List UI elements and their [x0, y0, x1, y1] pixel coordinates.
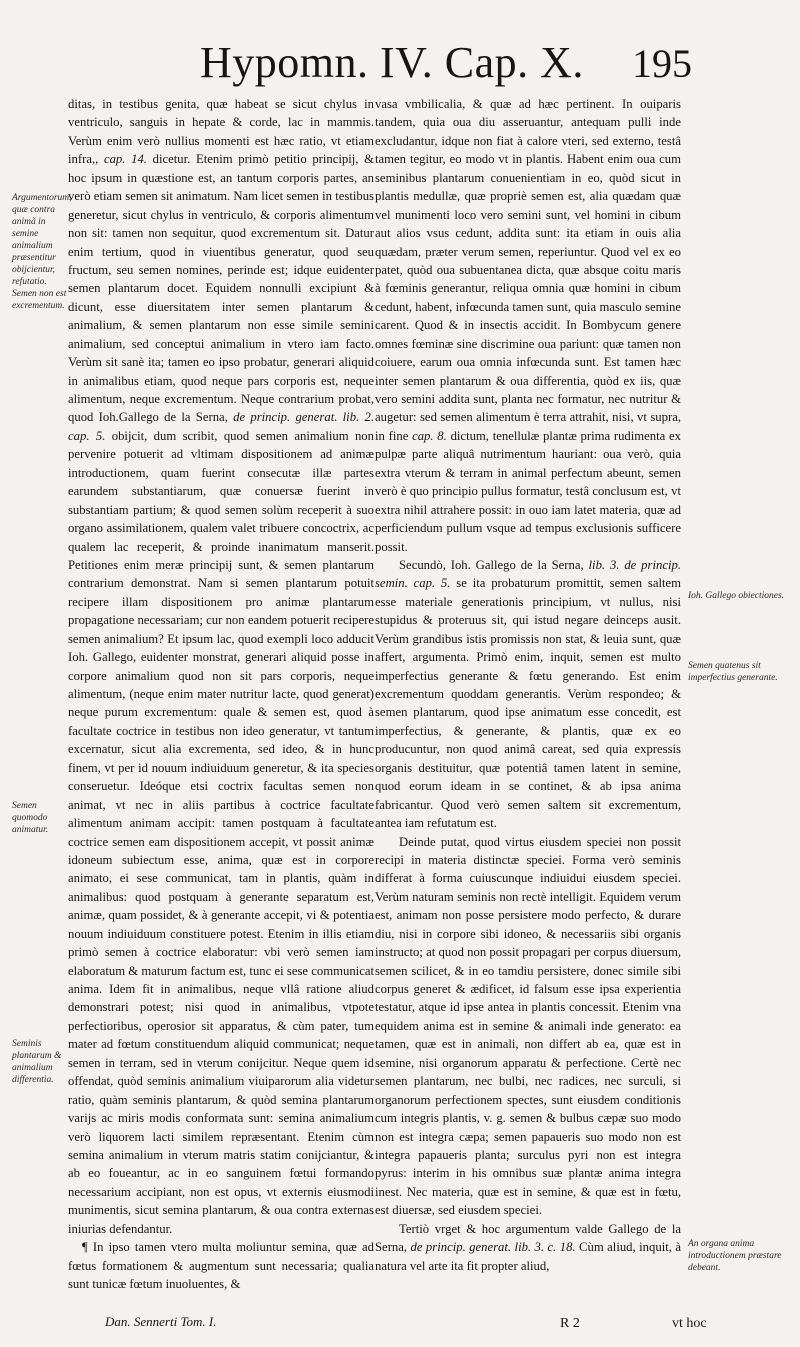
- right-paragraph-2-text-a: Secundò, Ioh. Gallego de la Serna,: [399, 557, 584, 572]
- margin-note-right-organs: An organa anima introductionem præstare debeant.: [688, 1239, 782, 1273]
- left-citation-2: de princip. generat. lib. 2. cap. 5.: [68, 410, 374, 443]
- right-text-column: [375, 95, 681, 1275]
- right-paragraph-4-text-b: Cùm aliud, inquit, à natura vel arte ita fit propter aliud,: [375, 1240, 681, 1273]
- left-text-column: [68, 95, 374, 1293]
- left-paragraph-2: ¶ In ipso tamen vtero multa moliuntur semina, quæ ad fœtus formationem & augmentum sunt necessaria; qualia sunt tunicæ fœtum inuoluentes, &: [68, 1240, 374, 1291]
- left-paragraph-1-text-c: obijcit, dum scribit, quod semen animalium non pervenire potuerit ad vltimam dispositionem ad animæ introductionem, quam fuerint consecutæ illæ partes earundem substantiarum, quæ conuersæ fuerint in substantiam partium; & quod semen solùm receperit à suo organo assimilationem, qualem valet tribuere concoctrix, ac qualem lac receperit, & proinde inanimatum manserit. Petitiones enim meræ principij sunt, & semen plantarum contrarium demonstrat. Nam si semen plantarum potuit recipere illam dispositionem pro animæ plantarum propagatione necessariam; cur non eandem potuerit recipere semen animalium? Et ipsum lac, quod exempli loco adducit Ioh. Gallego, euidenter monstrat, generari aliquid posse in corpore animalium quod non sit pars corporis, neque alimentum, (neque enim mater nutritur lacte, quod generat) neque purum excrementum: quale & semen est, quod à facultate coctrice in testibus non ideo generatur, vt tantum excernatur, sicut alia excrementa, sed ideo, & in hunc finem, vt per id nouum indiuiduum generetur, & ita species conseruetur. Ideóque etsi coctrix facultas semen non animat, vt nec in aliis partibus à coctrice facultate alimentum animam accipit: tamen postquam à facultate coctrice semen eam dispositionem accepit, vt possit animæ idoneum subiectum esse, anima, quæ est in corpore animato, ei sese communicat, tam in plantis, quàm in animalibus: quod postquam à generante separatum est, animæ, quam possidet, & à generante accepit, vi & potentia nouum indiuiduum constituere potest. Etenim in illis etiam primò semen à coctrice elaboratur: vbi verò semen iam elaboratum & maturum factum est, tunc ei sese communicat anima. Idem fit in animalibus, neque vllâ ratione aliud demonstrari potest; nisi quod in animalibus, vtpote perfectioribus, operosior sit apparatus, & cùm pater, tum mater ad fœtum constituendum aliquid communicat; neque semen in terram, sed in vterum conijcitur. Neque quem id offendat, quòd seminis animalium viuiparorum alia videtur ratio, quàm seminis plantarum, & quòd semina plantarum varijs ac miris modis conformata sunt: semina animalium verò liquorem lacti similem repræsentant. Etenim cùm semina animalium in vterum matris statim conijciantur, & ab eo foueantur, ac in eo sanguinem fœtui formando necessarium accipiant, non est opus, vt externis eiusmodi munimentis, sicut semina plantarum, & oua contra externas iniurias defendantur.: [68, 428, 374, 1236]
- left-citation-1: cap. 14.: [103, 152, 147, 167]
- left-paragraph-1: ditas, in testibus genita, quæ habeat se sicut chylus in ventriculo, sanguis in hepate & corde, lac in mammis. Verùm enim verò nullius momenti est hæc ratio, vt etiam infra,, cap. 14. dicetur. Etenim primò petitio principij, & hoc ipsum in quæstione est, an tantum corporis partes, an verò etiam semen sit animatum. Nam licet semen in testibus generetur, sicut chylus in ventriculo, & corporis alimentum non sit: tamen non sequitur, quod excrementum sit. Datur enim tertium, quod in viuentibus generatur, quod seu fructum, seu semen nomines, perinde est; idque euidenter semen plantarum docet. Equidem nonnulli excipiunt & dicunt, esse diuersitatem inter semen plantarum & animalium, & semen plantarum non esse simile semini animalium, sed conceptui animalium in vtero iam facto. Verùm sit sanè ita; tamen eo ipso probatur, generari aliquid in animalibus etiam, quod neque pars corporis est, neque alimentum, neque excrementum. Neque contrarium probat, quod Ioh.Gallego de la Serna, de princip. generat. lib. 2. cap. 5. obijcit, dum scribit, quod semen animalium non pervenire potuerit ad vltimam dispositionem ad animæ introductionem, quam fuerint consecutæ illæ partes earundem substantiarum, quæ conuersæ fuerint in substantiam partium; & quod semen solùm receperit à suo organo assimilationem, qualem valet tribuere concoctrix, ac qualem lac receperit, & proinde inanimatum manserit. Petitiones enim meræ principij sunt, & semen plantarum contrarium demonstrat. Nam si semen plantarum potuit recipere illam dispositionem pro animæ plantarum propagatione necessariam; cur non eandem potuerit recipere semen animalium? Et ipsum lac, quod exempli loco adducit Ioh. Gallego, euidenter monstrat, generari aliquid posse in corpore animalium quod non sit pars corporis, neque alimentum, (neque enim mater nutritur lacte, quod generat) neque purum excrementum: quale & semen est, quod à facultate coctrice in testibus non ideo generatur, vt tantum excernatur, sicut alia excrementa, sed ideo, & in hunc finem, vt per id nouum indiuiduum generetur, & ita species conseruetur. Ideóque etsi coctrix facultas semen non animat, vt nec in aliis partibus à coctrice facultate alimentum animam accipit: tamen postquam à facultate coctrice semen eam dispositionem accepit, vt possit animæ idoneum subiectum esse, anima, quæ est in corpore animato, ei sese communicat, tam in plantis, quàm in animalibus: quod postquam à generante separatum est, animæ, quam possidet, & à generante accepit, vi & potentia nouum indiuiduum constituere potest. Etenim in illis etiam primò semen à coctrice elaboratur: vbi verò semen iam elaboratum & maturum factum est, tunc ei sese communicat anima. Idem fit in animalibus, neque vllâ ratione aliud demonstrari potest; nisi quod in animalibus, vtpote perfectioribus, operosior sit apparatus, & cùm pater, tum mater ad fœtum constituendum aliquid communicat; neque semen in terram, sed in vterum conijcitur. Neque quem id offendat, quòd seminis animalium viuiparorum alia videtur ratio, quàm seminis plantarum, & quòd semina plantarum varijs ac miris modis conformata sunt: semina animalium verò liquorem lacti similem repræsentant. Etenim cùm semina animalium in vterum matris statim conijciantur, & ab eo foueantur, ac in eo sanguinem fœtui formando necessarium accipiant, non est opus, vt externis eiusmodi munimentis, sicut semina plantarum, & oua contra externas iniurias defendantur.: [68, 97, 374, 1236]
- running-head-title: Hypomn. IV. Cap. X.: [200, 38, 584, 87]
- right-paragraph-4: [375, 1220, 681, 1275]
- footer-signature-mark: R 2: [560, 1316, 580, 1331]
- margin-note-left-animation: Semen quomodo animatur.: [12, 801, 49, 835]
- left-paragraph-1-text-a: ditas, in testibus genita, quæ habeat se sicut chylus in ventriculo, sanguis in hepate & corde, lac in mammis. Verùm enim verò nullius momenti est hæc ratio, vt etiam infra,: [68, 97, 374, 167]
- right-paragraph-2: [375, 556, 681, 833]
- margin-note-right-imperfect: Semen quatenus sit imperfectius generante.: [688, 661, 778, 683]
- right-paragraph-1-text-b: dictum, tenellulæ plantæ prima rudimenta ex pulpæ parte aliquâ nutrimentum hauriant: oua verò, quia extra vterum & terram in animal perfectum abeunt, semen verò è quo principio pullus formatur, testâ conclusum est, vt extra nihil attrahere possit: in ouo iam latet materia, quæ ad perficiendum pullum vsque ad tempus exclusionis sufficere possit.: [375, 428, 681, 554]
- footer-signature-line: Dan. Sennerti Tom. I.: [105, 1314, 217, 1329]
- right-paragraph-2-text-b: se ita probaturum promittit, semen saltem esse materiale generationis principium, vt nullus, nisi stupidus & proteruus sit, qui istud negare deinceps ausit. Verùm grandibus istis promissis non stat, & leuia sunt, quæ affert, argumenta. Primò enim, inquit, semen est multo imperfectius generante & fœtu generando. Est enim excrementum quoddam generantis. Verùm respondeo; & semen plantarum, quod ipse animatum esse concedit, est imperfectius, & generante, & plantis, quæ ex eo producuntur, non quod animâ careat, sed quia expressis organis destituitur, quæ potentiâ tamen latent in semine, quod eorum ideam in se continet, & ab ipsa anima fabricantur. Quod verò semen saltem sit excrementum, antea iam refutatum est.: [375, 576, 682, 831]
- right-citation-1: cap. 8.: [412, 428, 447, 443]
- margin-note-left-refutation: Argumentorum, quæ contra animã in semine animalium præsentitur obijcientur, refutatio. Semen non est excrementum.: [12, 193, 72, 311]
- right-paragraph-1-text-a: vasa vmbilicalia, & quæ ad hæc pertinent. In ouiparis tandem, quia oua diu asseruantur, antequam pulli inde excludantur, idque non fiat à calore vteri, sed externo, testâ tamen tegitur, eo modo vt in plantis. Habent enim oua cum seminibus plantarum conuenientiam in eo, quòd sicut in plantis medullæ, quæ propriè semen est, alia quædam quæ vel munimenti loco vero semini sunt, vel homini in cibum aut alios vsus cedunt, addita sunt: ita etiam in ouis alia quædam, præter verum semen, reperiuntur. Quod vel ex eo patet, quòd oua subuentanea dicta, quæ absque coitu maris à fœminis generantur, reliqua omnia quæ homini in cibum cedunt, habent, infœcunda tamen sunt, quia masculo semine carent. Quod & in insectis accidit. In Bombycum genere omnes fœminæ sine discrimine oua pariunt: quæ tamen non coiuere, earum oua omnia infœcunda sunt. Est tamen hæc inter semen plantarum & oua differentia, quòd ex iis, quæ vero semini addita sunt, planta nec formatur, nec nutritur & augetur: sed semen alimentum è terra attrahit, nisi, vt supra, in fine: [375, 97, 681, 443]
- right-citation-3: de princip. generat. lib. 3. c. 18.: [410, 1240, 576, 1255]
- left-paragraph-1-text-b: dicetur. Etenim primò petitio principij, & hoc ipsum in quæstione est, an tantum corporis partes, an verò etiam semen sit animatum. Nam licet semen in testibus generetur, sicut chylus in ventriculo, & corporis alimentum non sit: tamen non sequitur, quod excrementum sit. Datur enim tertium, quod in viuentibus generatur, quod seu fructum, seu semen nomines, perinde est; idque euidenter semen plantarum docet. Equidem nonnulli excipiunt & dicunt, esse diuersitatem inter semen plantarum & animalium, & semen plantarum non esse simile semini animalium, sed conceptui animalium in vtero iam facto. Verùm sit sanè ita; tamen eo ipso probatur, generari aliquid in animalibus etiam, quod neque pars corporis est, neque alimentum, neque excrementum. Neque contrarium probat, quod Ioh.Gallego de la Serna,: [68, 152, 374, 425]
- right-paragraph-3: Deinde putat, quod virtus eiusdem speciei non possit recipi in materia distinctæ speciei. Forma verò seminis differat à forma cuiuscunque indiuidui eiusdem speciei. Verùm naturam seminis non rectè intelligit. Equidem verum est, animam non posse persistere modo perfecto, & durare diu, nisi in corpore sibi idoneo, & necessariis sibi organis instructo; at quod non possit propagari per corpus diuersum, semen scilicet, & in eo tamdiu persistere, donec simile sibi corpus generet & ædificet, id falsum esse ipsa experientia testatur, atque id ipse antea in plantis concessit. Etenim vna equidem anima est in semine & animali inde generato: ea tamen, quæ est in animali, non differt ab ea, quæ est in semine, nisi organorum apparatu & perfectione. Certè nec semen plantarum, nec bulbi, nec radices, nec surculi, si organorum perfectionem spectes, sunt eiusdem conditionis cum integris plantis, v. g. semen & bulbus cæpæ suo modo non est integra cæpa; semen papaueris suo modo non est integra papaueris planta; surculus pyri non est integra pyrus: interim in his omnibus suæ plantæ anima integra inest. Nec materia, quæ est in semine, & quæ est in fœtu, est diuersæ, sed eiusdem speciei.: [375, 834, 681, 1218]
- margin-note-right-objections: Ioh. Gallego obiectiones.: [688, 591, 785, 601]
- margin-note-left-difference: Seminis plantarum & animalium differentia.: [12, 1039, 62, 1085]
- right-citation-2: lib. 3. de princip. semin. cap. 5.: [375, 557, 681, 591]
- page-number: 195: [632, 41, 692, 86]
- right-paragraph-4-text-a: Tertiò vrget & hoc argumentum valde Gallego de la Serna,: [375, 1221, 681, 1255]
- footer-catchword: vt hoc: [672, 1316, 707, 1331]
- right-paragraph-1: [375, 95, 681, 556]
